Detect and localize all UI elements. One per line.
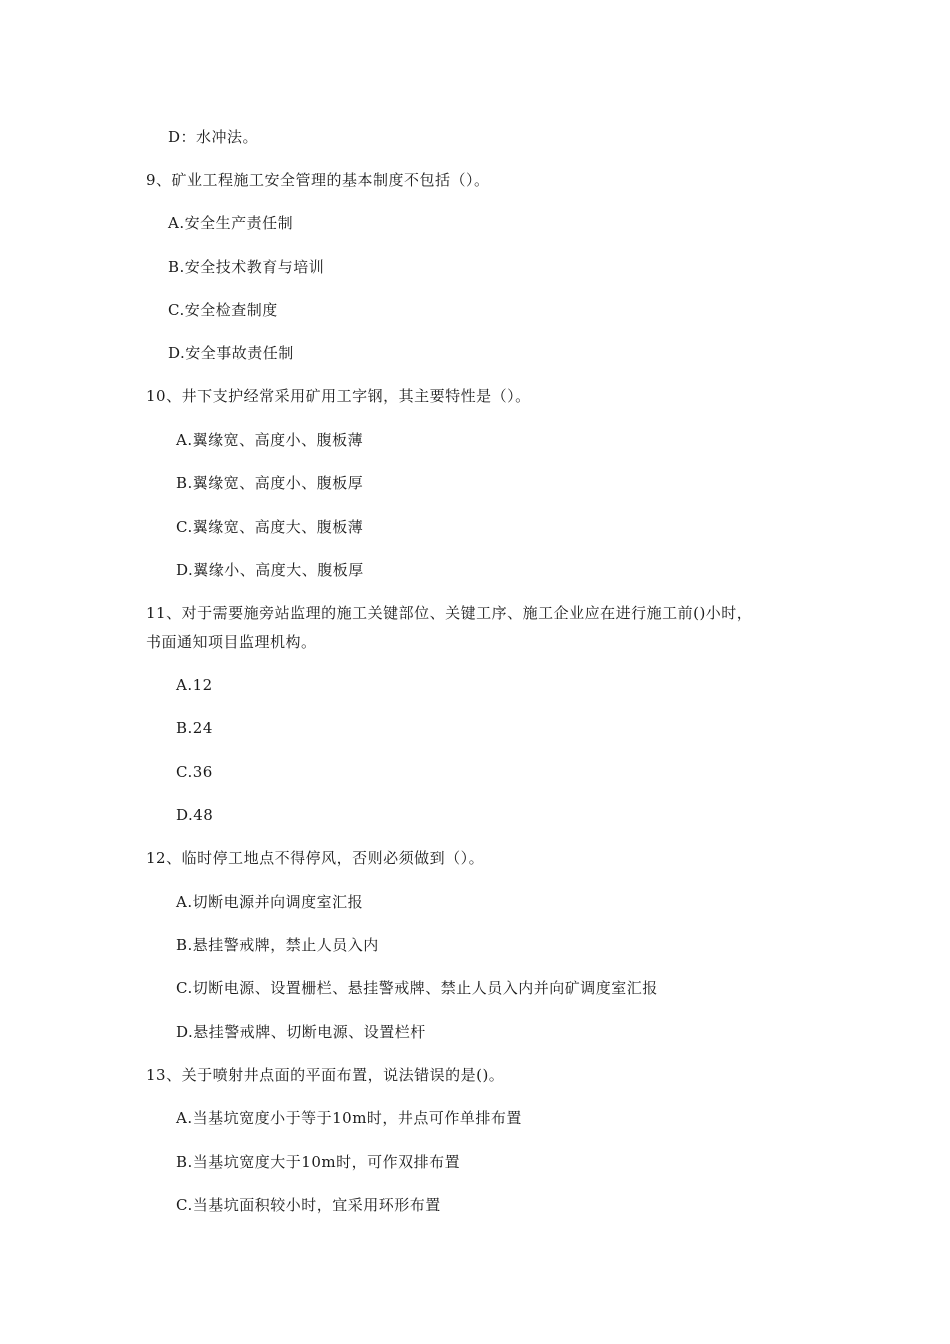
option-11-d: D.48 bbox=[176, 806, 214, 824]
option-13-b: B.当基坑宽度大于10m时，可作双排布置 bbox=[176, 1153, 461, 1171]
question-11-line2: 书面通知项目监理机构。 bbox=[146, 633, 317, 651]
option-11-a: A.12 bbox=[176, 676, 213, 694]
option-10-b: B.翼缘宽、高度小、腹板厚 bbox=[176, 474, 364, 492]
option-12-b: B.悬挂警戒牌，禁止人员入内 bbox=[176, 936, 379, 954]
option-13-a: A.当基坑宽度小于等于10m时，井点可作单排布置 bbox=[176, 1109, 522, 1127]
option-10-c: C.翼缘宽、高度大、腹板薄 bbox=[176, 518, 364, 536]
option-10-a: A.翼缘宽、高度小、腹板薄 bbox=[176, 431, 364, 449]
option-10-d: D.翼缘小、高度大、腹板厚 bbox=[176, 561, 364, 579]
option-11-b: B.24 bbox=[176, 719, 213, 737]
option-9-a: A.安全生产责任制 bbox=[168, 214, 294, 232]
question-12: 12、临时停工地点不得停风，否则必须做到（）。 bbox=[146, 849, 485, 867]
question-13: 13、关于喷射井点面的平面布置，说法错误的是()。 bbox=[146, 1066, 505, 1084]
option-12-d: D.悬挂警戒牌、切断电源、设置栏杆 bbox=[176, 1023, 426, 1041]
option-9-d: D.安全事故责任制 bbox=[168, 344, 294, 362]
option-9-b: B.安全技术教育与培训 bbox=[168, 258, 325, 276]
option-11-c: C.36 bbox=[176, 763, 213, 781]
option-13-c: C.当基坑面积较小时，宜采用环形布置 bbox=[176, 1196, 441, 1214]
option-12-a: A.切断电源并向调度室汇报 bbox=[176, 893, 364, 911]
question-10: 10、井下支护经常采用矿用工字钢，其主要特性是（）。 bbox=[146, 387, 531, 405]
question-11: 11、对于需要施旁站监理的施工关键部位、关键工序、施工企业应在进行施工前()小时， bbox=[146, 604, 753, 622]
option-9-c: C.安全检查制度 bbox=[168, 301, 278, 319]
question-9: 9、矿业工程施工安全管理的基本制度不包括（）。 bbox=[146, 171, 490, 189]
option-8-d: D：水冲法。 bbox=[168, 128, 259, 146]
option-12-c: C.切断电源、设置栅栏、悬挂警戒牌、禁止人员入内并向矿调度室汇报 bbox=[176, 979, 658, 997]
